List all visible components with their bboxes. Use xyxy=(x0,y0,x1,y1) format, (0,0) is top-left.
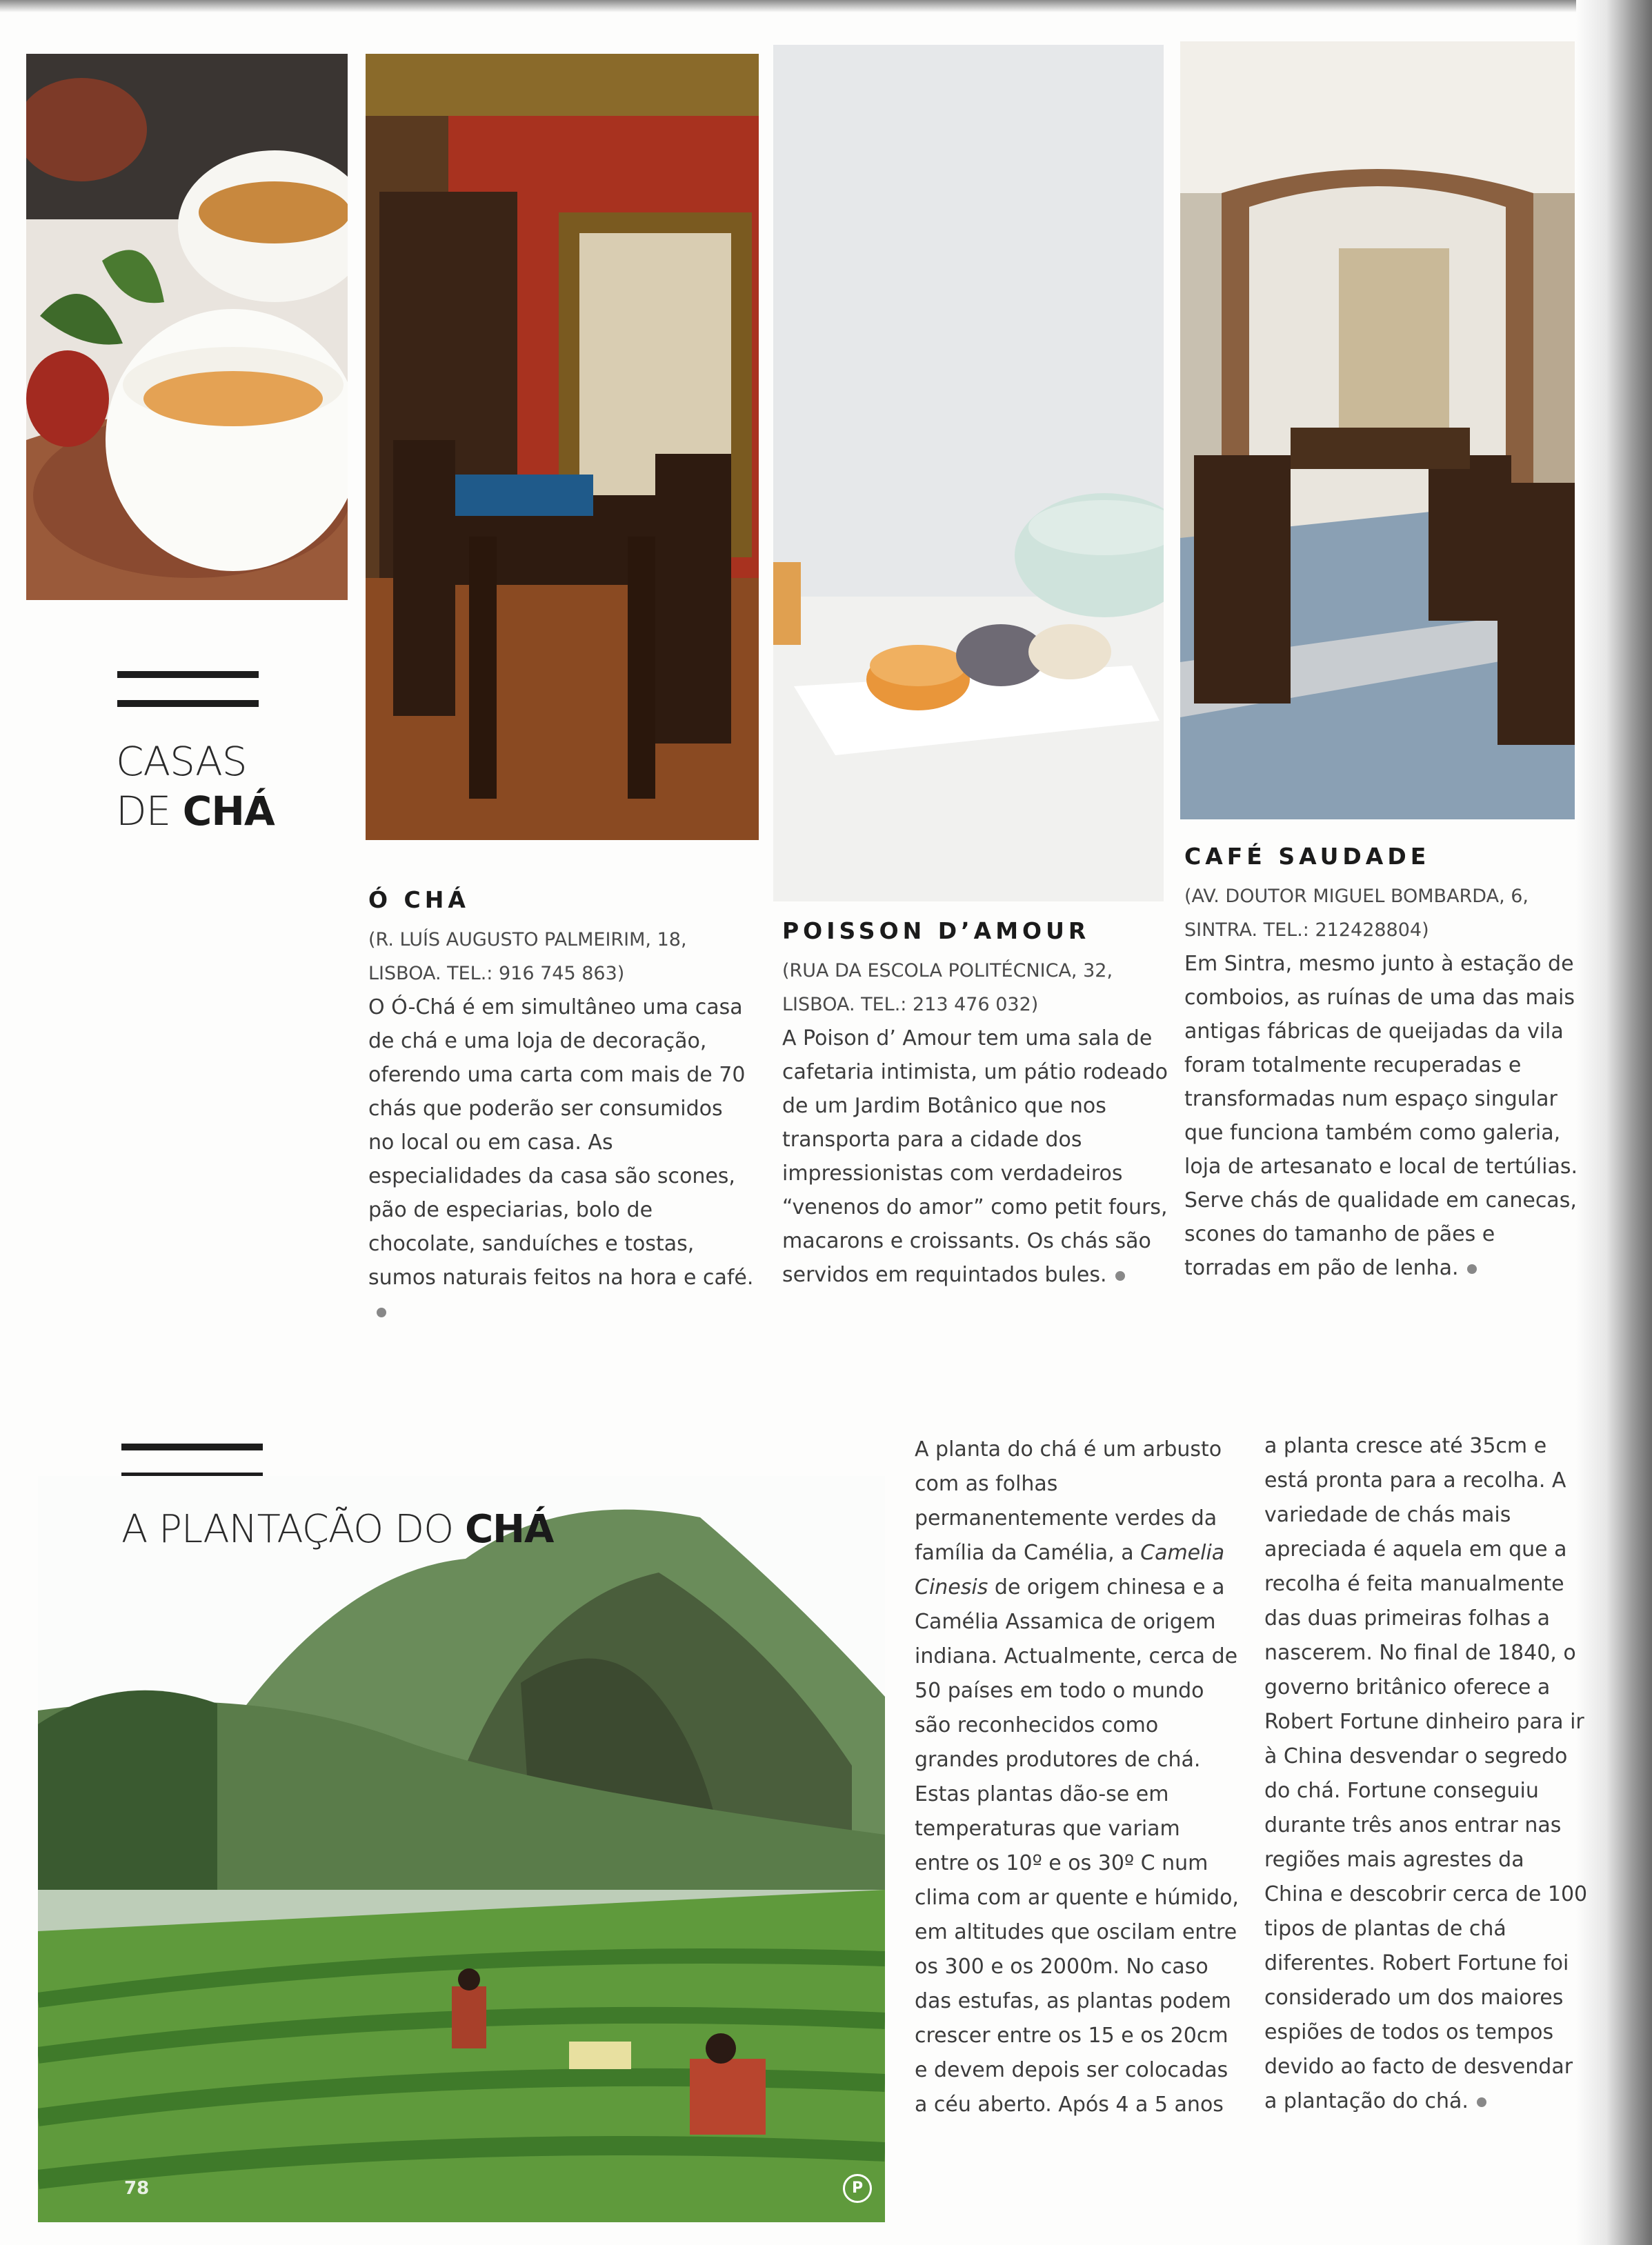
venue-body-text: O Ó-Chá é em simultâneo uma casa de chá e uma loja de decoração, oferendo uma carta com mais de 70 chás que poderão ser consumidos no local ou em casa. As especialidades da casa são scones, pão de especiarias, bolo de chocolate, sanduíches e tostas, sumos naturais feitos na hora e café. xyxy=(368,995,754,1290)
tea-plantation-photo xyxy=(38,1476,885,2222)
venue-name: Ó CHÁ xyxy=(368,886,470,913)
venue-body-text: Em Sintra, mesmo junto à estação de comboios, as ruínas de uma das mais antigas fábricas de queijadas da vila foram totalmente recuperadas e transformadas num espaço singular que funciona também como galeria, loja de artesanato e local de tertúlias. Serve chás de qualidade em canecas, scones do tamanho de pães e torradas em pão de lenha. xyxy=(1184,952,1578,1280)
venue-name: CAFÉ SAUDADE xyxy=(1184,843,1431,870)
venue-address: (R. LUÍS AUGUSTO PALMEIRIM, 18, LISBOA. TEL.: 916 745 863) xyxy=(368,929,687,984)
venue-poisson-damour xyxy=(782,917,1168,1292)
venue-address: (AV. DOUTOR MIGUEL BOMBARDA, 6, SINTRA. TEL.: 212428804) xyxy=(1184,886,1529,941)
o-cha-interior-photo xyxy=(366,54,759,840)
venue-description xyxy=(782,1021,1168,1292)
article-col2-text: a planta cresce até 35cm e está pronta para a recolha. A variedade de chás mais apreciada é aquela em que a recolha é feita manualmente das duas primeiras folhas a nascerem. No final de 1840, o governo britânico oferece a Robert Fortune dinheiro para ir à China desvendar o segredo do chá. Fortune conseguiu durante três anos entrar nas regiões mais agrestes da China e descobrir cerca de 100 tipos de plantas de chá diferentes. Robert Fortune foi considerado um dos maiores espiões de todos os tempos devido ao facto de desvendar a plantação do chá. xyxy=(1264,1434,1588,2113)
cafe-saudade-interior-photo xyxy=(1180,41,1575,819)
venue-address: (RUA DA ESCOLA POLITÉCNICA, 32, LISBOA. TEL.: 213 476 032) xyxy=(782,960,1113,1015)
page-top-shadow xyxy=(0,0,1652,12)
plantacao-do-cha-heading xyxy=(121,1506,553,1554)
venue-description xyxy=(368,990,755,1328)
poisson-damour-photo xyxy=(773,45,1164,901)
casas-heading-rule-top xyxy=(117,671,259,678)
teacup-photo xyxy=(26,54,348,600)
casas-heading-line2 xyxy=(116,786,275,836)
venue-description xyxy=(1184,947,1584,1285)
photo-credit-badge: P xyxy=(843,2174,872,2203)
article-col1-italic: Camelia Cinesis xyxy=(915,1541,1225,1599)
end-bullet-icon xyxy=(377,1308,386,1317)
plantacao-heading-light: A PLANTAÇÃO DO xyxy=(121,1507,454,1552)
venue-o-cha xyxy=(368,886,755,1328)
casas-heading-de: DE xyxy=(116,788,171,835)
casas-heading-line1: CASAS xyxy=(116,738,247,785)
plantacao-heading-rule-top xyxy=(121,1444,263,1450)
page-number: 78 xyxy=(124,2178,150,2199)
casas-heading-bold: CHÁ xyxy=(182,788,275,835)
end-bullet-icon xyxy=(1115,1271,1125,1281)
article-col1-part1: A planta do chá é um arbusto com as folhas permanentemente verdes da família da Camélia, a xyxy=(915,1437,1222,1565)
article-column-1 xyxy=(915,1433,1239,2122)
venue-cafe-saudade xyxy=(1184,843,1578,1285)
end-bullet-icon xyxy=(1467,1264,1477,1274)
casas-heading-rule-bottom xyxy=(117,700,259,707)
article-column-2 xyxy=(1264,1429,1589,2119)
end-bullet-icon xyxy=(1477,2097,1486,2107)
casas-de-cha-heading xyxy=(116,737,275,836)
plantacao-heading-bold: CHÁ xyxy=(465,1507,554,1552)
article-col1-part2: de origem chinesa e a Camélia Assamica de origem indiana. Actualmente, cerca de 50 países em todo o mundo são reconhecidos como grandes produtores de chá. Estas plantas dão-se em temperaturas que variam entre os 10º e os 30º C num clima com ar quente e húmido, em altitudes que oscilam entre os 300 e os 2000m. No caso das estufas, as plantas podem crescer entre os 15 e os 20cm e devem depois ser colocadas a céu aberto. Após 4 a 5 anos xyxy=(915,1575,1239,2117)
venue-body-text: A Poison d’ Amour tem uma sala de cafetaria intimista, um pátio rodeado de um Jardim Botânico que nos transporta para a cidade dos impressionistas com verdadeiros “venenos do amor” como petit fours, macarons e croissants. Os chás são servidos em requintados bules. xyxy=(782,1026,1168,1287)
venue-name: POISSON D’AMOUR xyxy=(782,917,1091,944)
